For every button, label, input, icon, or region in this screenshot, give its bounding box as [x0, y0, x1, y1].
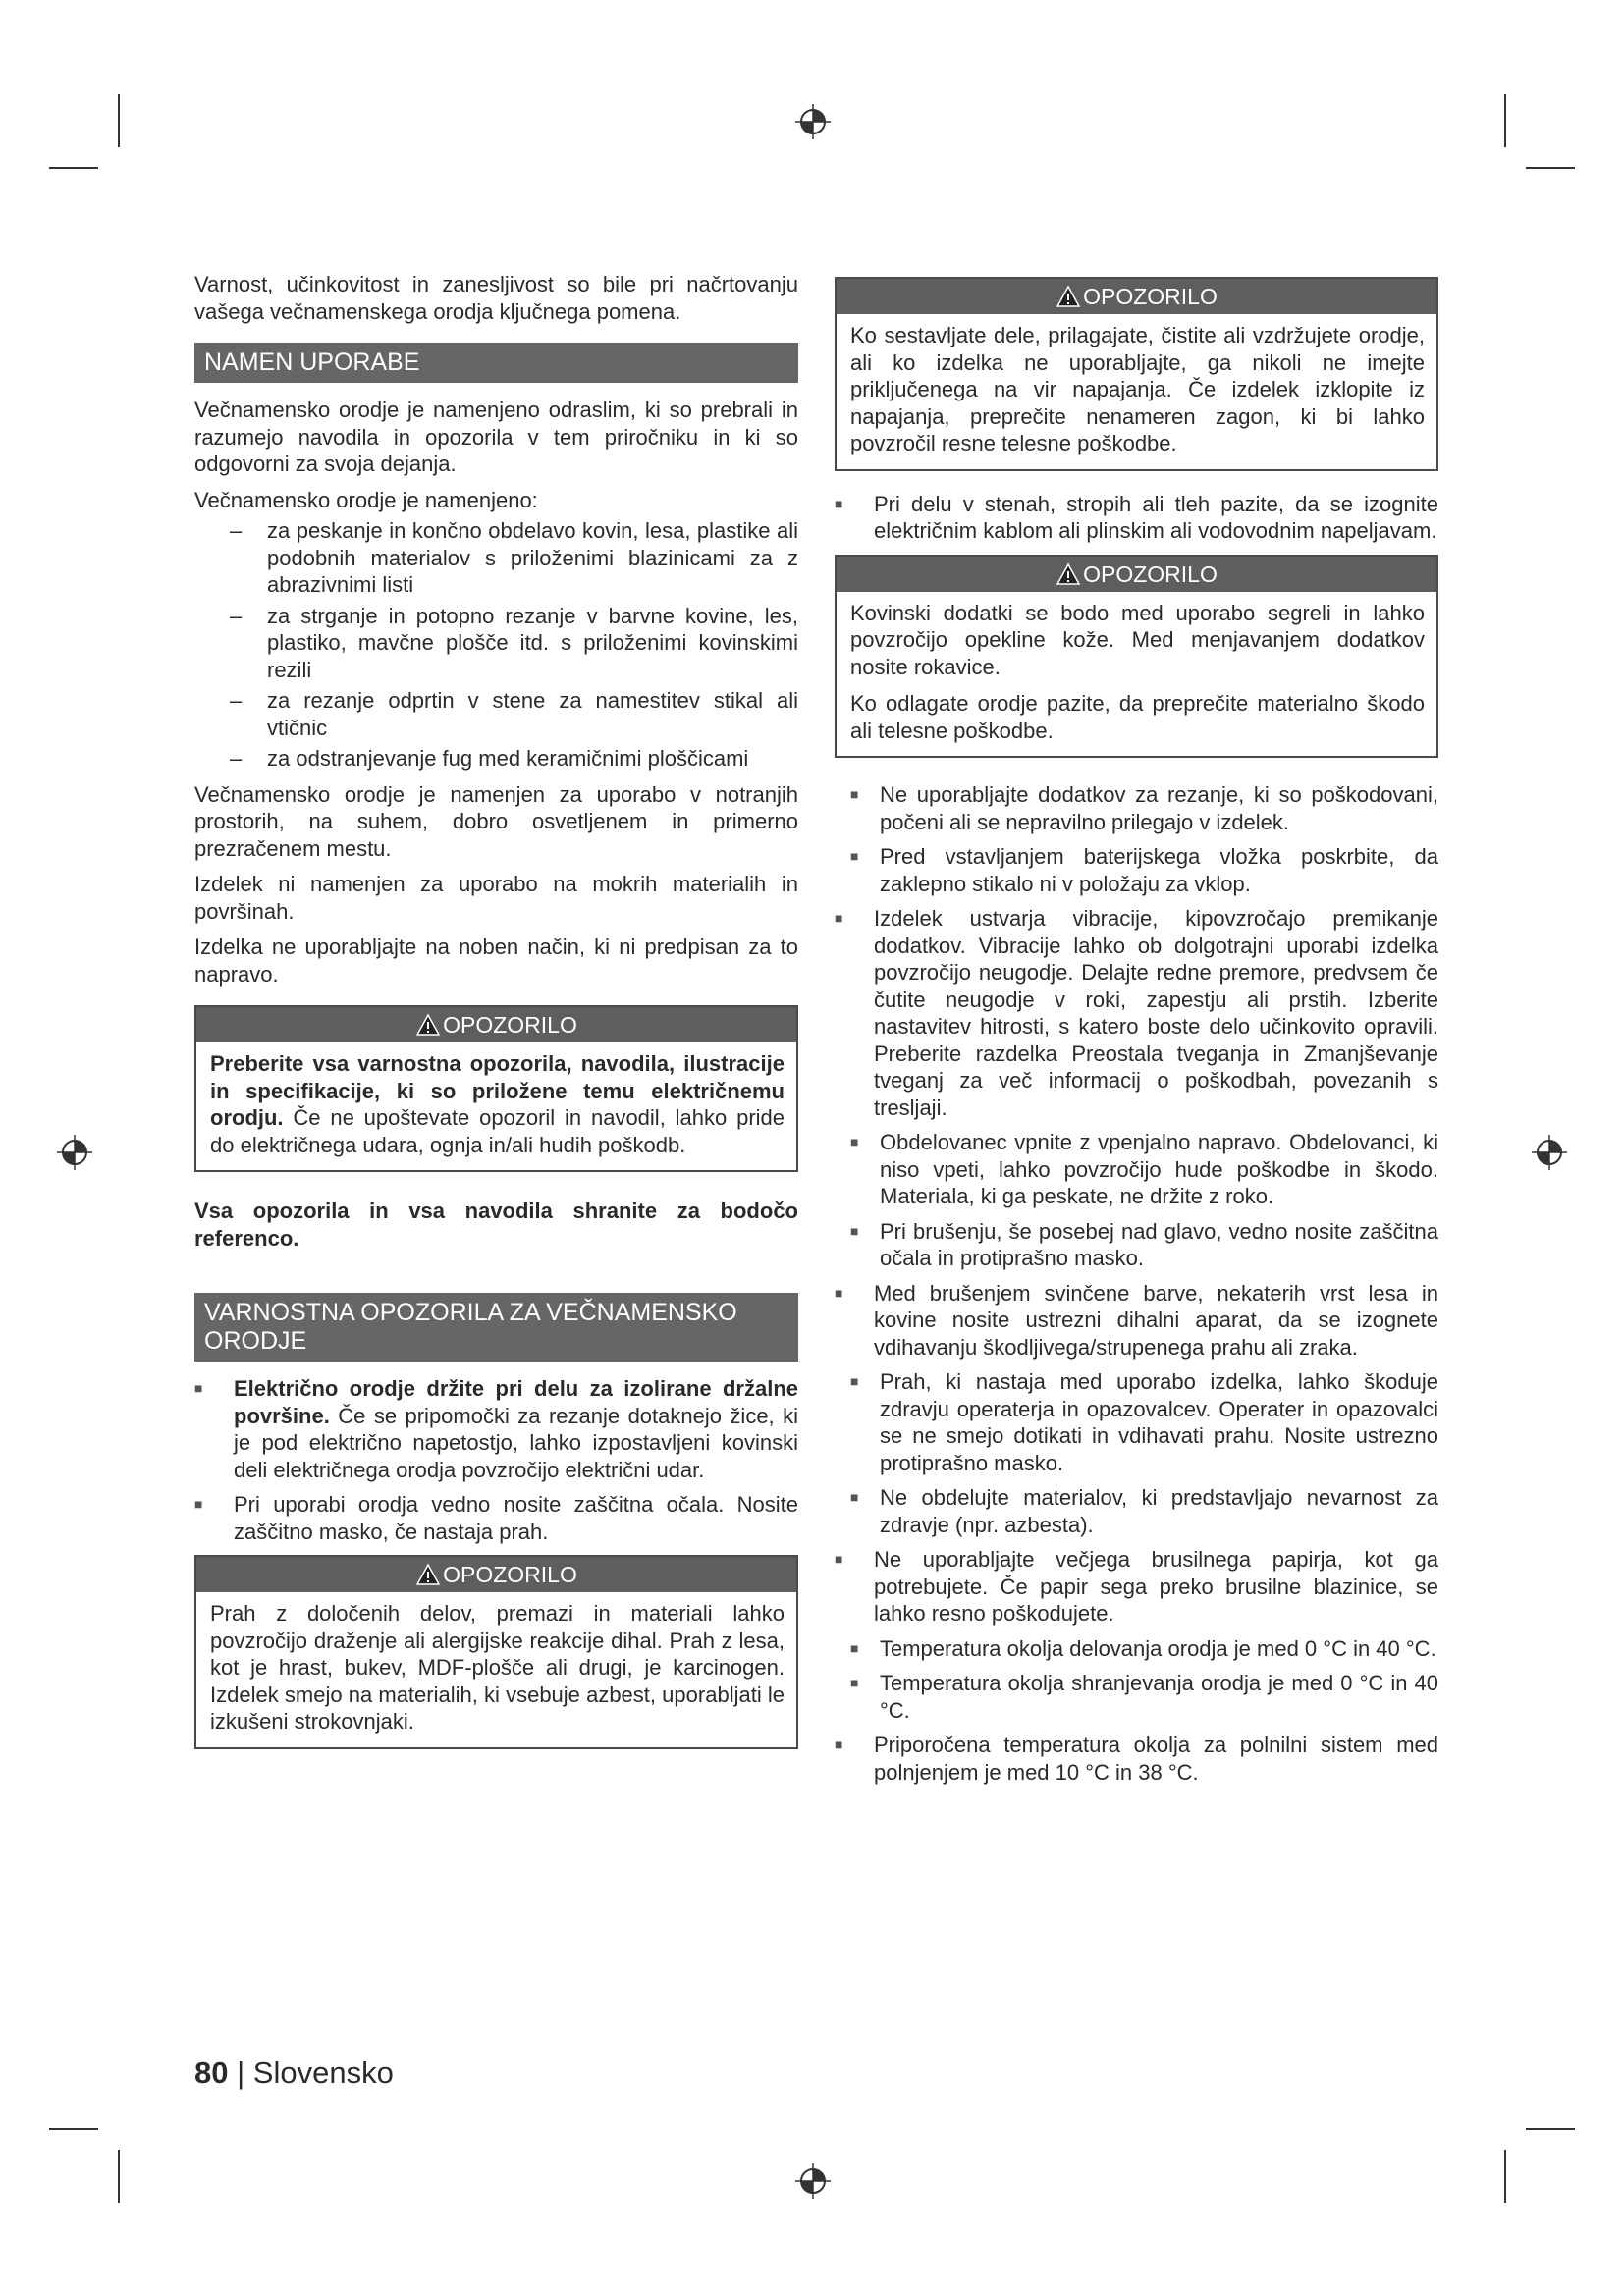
bullet-item: ■ Temperatura okolja shranjevanja orodja je med 0 °C in 40 °C.	[850, 1671, 1438, 1723]
warning-text: Kovinski dodatki se bodo med uporabo segreli in lahko povzročijo opekline kože. Med menjavanjem dodatkov nosite rokavice.	[850, 600, 1425, 679]
bullet-item: ■ Prah, ki nastaja med uporabo izdelka, lahko škoduje zdravju operaterja in opazovalcev. Operater in opazovalci se ne smejo dotikati in vdihavati prahu. Nosite ustrezno protiprašno masko.	[850, 1369, 1438, 1475]
bullet-square-icon: ■	[835, 1551, 843, 1567]
crop-mark	[118, 2150, 120, 2203]
paragraph: Izdelek ni namenjen za uporabo na mokrih materialih in površinah.	[194, 872, 798, 924]
bullet-item: ■ Pri brušenju, še posebej nad glavo, vedno nosite zaščitna očala in protiprašno masko.	[850, 1218, 1438, 1270]
dash-list-item: – za odstranjevanje fug med keramičnimi ploščicami	[230, 746, 749, 771]
warning-text: Prah z določenih delov, premazi in materiali lahko povzročijo draženje ali alergijske reakcije dihal. Prah z lesa, kot je hrast, bukev, MDF-plošče ali drugi, je karcinogen. Izdelek smejo na materialih, ki vsebuje azbest, uporabljati le izkušeni strokovnjaki.	[210, 1601, 785, 1734]
page-footer	[194, 2056, 394, 2091]
registration-mark-icon	[793, 102, 833, 141]
bullet-item: ■ Med brušenjem svinčene barve, nekaterih vrst lesa in kovine nosite ustrezni dihalni aparat, da se izognete vdihavanju škodljivega/strupenega prahu ali zraka.	[835, 1280, 1438, 1360]
bullet-square-icon: ■	[194, 1496, 203, 1512]
warning-text: Preberite vsa varnostna opozorila, navodila, ilustracije in specifikacije, ki so priložene temu električnemu orodju. Če ne upoštevate opozoril in navodil, lahko pride do električnega udara, ognja in/ali hudih poškodb.	[210, 1051, 785, 1157]
warning-text: Ko sestavljate dele, prilagajate, čistite ali vzdržujete orodje, ali ko izdelka ne uporabljajte, ga nikoli ne imejte priključenega na vir napajanja. Če izdelek izklopite iz napajanja, preprečite nenameren zagon, ki bi lahko povzročil resne telesne poškodbe.	[850, 323, 1425, 455]
page-number: 80	[194, 2056, 229, 2090]
crop-mark	[118, 94, 120, 147]
dash-marker: –	[230, 518, 243, 543]
bullet-item: ■ Temperatura okolja delovanja orodja je med 0 °C in 40 °C.	[850, 1635, 1436, 1661]
dash-marker: –	[230, 603, 243, 628]
paragraph: Večnamensko orodje je namenjen za uporabo v notranjih prostorih, na suhem, dobro osvetljenem in primerno prezračenem mestu.	[194, 781, 798, 861]
crop-mark	[1504, 2150, 1506, 2203]
dash-marker: –	[230, 688, 243, 713]
bullet-square-icon: ■	[850, 1639, 859, 1656]
warning-box	[835, 555, 1438, 759]
dash-marker: –	[230, 746, 243, 771]
section-heading-intended-use: NAMEN UPORABE	[194, 343, 798, 383]
bullet-item: ■ Izdelek ustvarja vibracije, kipovzročajo premikanje dodatkov. Vibracije lahko ob dolgotrajni uporabi izdelka povzročijo neugodje. Delajte redne premore, predvsem če čutite neugodje v roki, zapestju ali prstih. Izberite nastavitev hitrosti, s katero boste delo učinkovito opravili. Preberite razdelka Preostala tveganja in Zmanjševanje tveganj za več informacij o poškodbah, povezanih s tresljaji.	[835, 906, 1438, 1120]
warning-triangle-icon	[415, 1013, 441, 1037]
warning-body	[196, 1592, 796, 1747]
footer-language: Slovensko	[252, 2056, 394, 2090]
paragraph: Večnamensko orodje je namenjeno:	[194, 487, 538, 512]
bullet-item: ■ Pred vstavljanjem baterijskega vložka poskrbite, da zaklepno stikalo ni v položaju za vklop.	[850, 844, 1438, 896]
bullet-square-icon: ■	[835, 1736, 843, 1752]
warning-box	[194, 1555, 798, 1749]
warning-title: OPOZORILO	[443, 1012, 577, 1038]
warning-box	[835, 277, 1438, 471]
bullet-item: ■ Ne obdelujte materialov, ki predstavljajo nevarnost za zdravje (npr. azbesta).	[850, 1485, 1438, 1537]
crop-mark	[1504, 94, 1506, 147]
registration-mark-icon	[55, 1133, 94, 1172]
registration-mark-icon	[793, 2162, 833, 2201]
bullet-square-icon: ■	[835, 1284, 843, 1301]
bullet-square-icon: ■	[835, 495, 843, 511]
warning-body	[837, 314, 1436, 469]
warning-title: OPOZORILO	[1083, 284, 1218, 309]
bullet-square-icon: ■	[850, 848, 859, 864]
warning-triangle-icon	[1056, 285, 1081, 308]
bullet-item: ■ Obdelovanec vpnite z vpenjalno napravo. Obdelovanci, ki niso vpeti, lahko povzročijo hude poškodbe in škodo. Materiala, ki ga peskate, ne držite z roko.	[850, 1130, 1438, 1208]
dash-list-item: – za strganje in potopno rezanje v barvne kovine, les, plastiko, mavčne plošče itd. s priloženimi kovinskimi rezili	[230, 603, 798, 682]
registration-mark-icon	[1530, 1133, 1569, 1172]
intro-paragraph: Varnost, učinkovitost in zanesljivost so bile pri načrtovanju vašega večnamenskega orodja ključnega pomena.	[194, 272, 798, 324]
warning-header	[837, 279, 1436, 314]
paragraph: Večnamensko orodje je namenjeno odraslim, ki so prebrali in razumejo navodila in opozorila v tem priročniku in ki so odgovorni za svoja dejanja.	[194, 398, 798, 476]
crop-mark	[1526, 167, 1575, 169]
bullet-square-icon: ■	[850, 1373, 859, 1389]
bullet-item: ■ Priporočena temperatura okolja za polnilni sistem med polnjenjem je med 10 °C in 38 °C.	[835, 1733, 1438, 1785]
warning-box	[194, 1005, 798, 1172]
warning-body	[196, 1042, 796, 1170]
warning-text: Ko odlagate orodje pazite, da preprečite materialno škodo ali telesne poškodbe.	[850, 691, 1425, 743]
keep-instructions-note: Vsa opozorila in vsa navodila shranite za bodočo referenco.	[194, 1199, 798, 1251]
bullet-item: ■ Električno orodje držite pri delu za izolirane držalne površine. Če se pripomočki za rezanje dotaknejo žice, ki je pod električno napetostjo, lahko izpostavljeni kovinski deli električnega orodja povzročijo električni udar.	[194, 1376, 798, 1482]
bullet-item: ■ Pri delu v stenah, stropih ali tleh pazite, da se izognite električnim kablom ali plinskim ali vodovodnim napeljavam.	[835, 491, 1438, 543]
warning-body	[837, 592, 1436, 757]
left-column	[194, 271, 798, 1763]
bullet-square-icon: ■	[850, 1675, 859, 1690]
bullet-item: ■ Ne uporabljajte večjega brusilnega papirja, kot ga potrebujete. Če papir sega preko brusilne blazinice, se lahko resno poškodujete.	[835, 1547, 1438, 1626]
bullet-square-icon: ■	[194, 1380, 203, 1396]
bullet-square-icon: ■	[850, 1134, 859, 1149]
warning-header	[196, 1007, 796, 1042]
bullet-square-icon: ■	[835, 910, 843, 926]
bullet-square-icon: ■	[850, 1489, 859, 1505]
section-heading-safety-warnings: VARNOSTNA OPOZORILA ZA VEČNAMENSKO ORODJE	[194, 1293, 798, 1362]
warning-header	[837, 557, 1436, 592]
paragraph: Izdelka ne uporabljajte na noben način, ki ni predpisan za to napravo.	[194, 934, 798, 987]
crop-mark	[49, 2128, 98, 2130]
warning-triangle-icon	[415, 1563, 441, 1586]
warning-title: OPOZORILO	[443, 1562, 577, 1587]
bullet-item: ■ Ne uporabljajte dodatkov za rezanje, ki so poškodovani, počeni ali se nepravilno prilegajo v izdelek.	[850, 782, 1438, 834]
crop-mark	[1526, 2128, 1575, 2130]
crop-mark	[49, 167, 98, 169]
warning-title: OPOZORILO	[1083, 561, 1218, 587]
bullet-list	[835, 781, 1438, 1786]
bullet-square-icon: ■	[850, 1222, 859, 1239]
dash-list-item: – za rezanje odprtin v stene za namestitev stikal ali vtičnic	[230, 688, 798, 740]
warning-header	[196, 1557, 796, 1592]
bullet-square-icon: ■	[850, 786, 859, 802]
footer-separator: |	[237, 2056, 245, 2090]
warning-triangle-icon	[1056, 562, 1081, 586]
bullet-item: ■ Pri uporabi orodja vedno nosite zaščitna očala. Nosite zaščitno masko, če nastaja prah.	[194, 1492, 798, 1544]
dash-list-item: – za peskanje in končno obdelavo kovin, lesa, plastike ali podobnih materialov s priloženimi blazinicami za z abrazivnimi listi	[230, 518, 798, 597]
right-column	[835, 277, 1438, 1793]
